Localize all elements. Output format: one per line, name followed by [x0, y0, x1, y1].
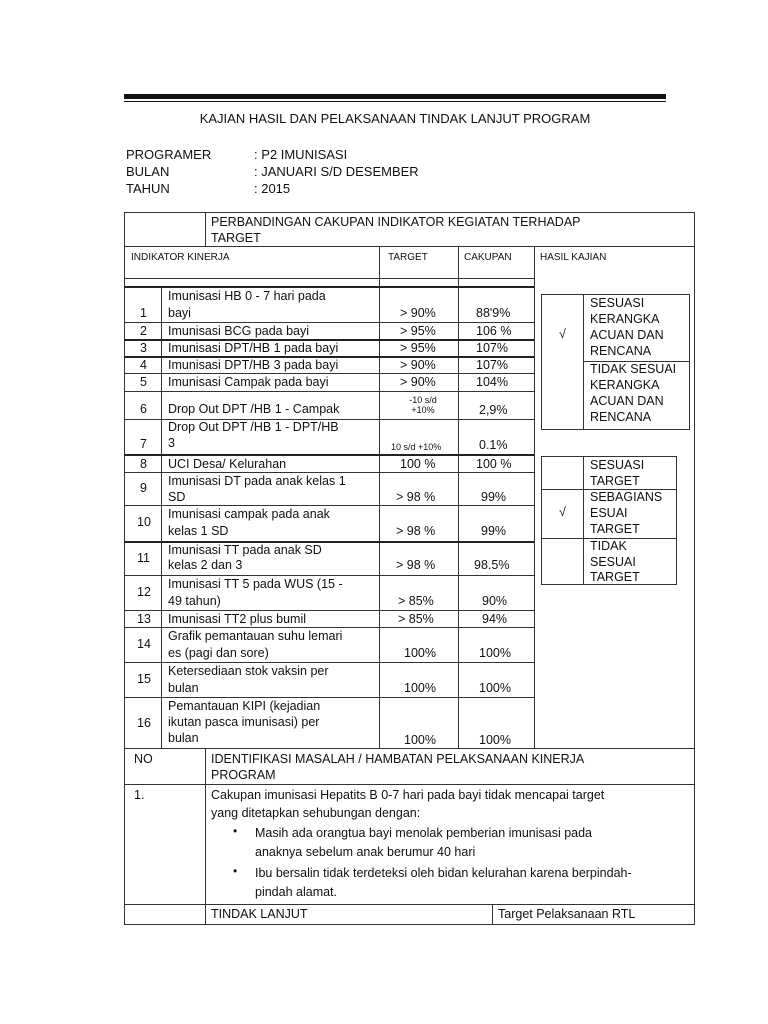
grid-line: [124, 904, 695, 905]
row-no: 15: [137, 672, 151, 686]
tindak-lanjut-label: TINDAK LANJUT: [211, 907, 308, 921]
row-indikator: Imunisasi TT 5 pada WUS (15 -: [168, 577, 343, 591]
hasil-option-text: RENCANA: [590, 344, 652, 358]
row-no: 1: [140, 306, 147, 320]
grid-line: [124, 246, 695, 247]
hasil-option-text: TIDAK SESUAI: [590, 362, 677, 376]
row-cakupan: 107%: [476, 341, 508, 355]
hasil-option-text: KERANGKA: [590, 312, 660, 326]
bullet-text: anaknya sebelum anak berumur 40 hari: [255, 845, 476, 859]
hasil-option-text: RENCANA: [590, 410, 652, 424]
row-line: [124, 322, 534, 323]
row-indikator: bayi: [168, 306, 191, 320]
grid-line: [124, 784, 695, 785]
bullet-text: Masih ada orangtua bayi menolak pemberian imunisasi pada: [255, 826, 593, 840]
row-cakupan: 100 %: [476, 457, 512, 471]
row-line: [124, 391, 534, 392]
row-indikator: Imunisasi DPT/HB 1 pada bayi: [168, 341, 339, 355]
row-target: 100%: [404, 646, 436, 660]
section-title-1: PERBANDINGAN CAKUPAN INDIKATOR KEGIATAN TERHADAP: [211, 215, 581, 229]
row-indikator: bulan: [168, 681, 199, 695]
top-rule: [124, 94, 666, 99]
row-cakupan: 99%: [481, 490, 507, 504]
row-target: > 90%: [400, 306, 436, 320]
row-cakupan: 94%: [482, 612, 508, 626]
row-target: > 85%: [398, 594, 434, 608]
masalah-text: Cakupan imunisasi Hepatits B 0-7 hari pada bayi tidak mencapai target: [211, 788, 605, 802]
hasil-option-text: SESUAI: [590, 555, 636, 569]
row-line: [124, 286, 534, 288]
row-line: [124, 662, 534, 663]
row-indikator: Drop Out DPT /HB 1 - Campak: [168, 402, 340, 416]
target-rtl-label: Target Pelaksanaan RTL: [498, 907, 636, 921]
hasil-option-text: SEBAGIANS: [590, 490, 663, 504]
row-indikator: ikutan pasca imunisasi) per: [168, 715, 320, 729]
row-target: > 90%: [400, 375, 436, 389]
grid-line: [205, 748, 206, 925]
hasil-option-text: KERANGKA: [590, 378, 660, 392]
row-no: 9: [140, 481, 147, 495]
hasil-option-text: SESUASI: [590, 296, 645, 310]
row-line: [124, 505, 534, 506]
row-no: 14: [137, 637, 151, 651]
row-indikator: es (pagi dan sore): [168, 646, 269, 660]
hasil-option-text: TARGET: [590, 522, 640, 536]
row-no: 5: [140, 375, 147, 389]
row-no: 3: [140, 341, 147, 355]
hasil-option-text: ACUAN DAN: [590, 394, 664, 408]
top-rule-thin: [124, 101, 666, 102]
row-indikator: Imunisasi BCG pada bayi: [168, 324, 310, 338]
row-indikator: 49 tahun): [168, 594, 221, 608]
row-no: 6: [140, 402, 147, 416]
hasil-option-text: TARGET: [590, 474, 640, 488]
row-indikator: Imunisasi HB 0 - 7 hari pada: [168, 289, 326, 303]
row-target: > 98 %: [396, 524, 436, 538]
row-indikator: Grafik pemantauan suhu lemari: [168, 629, 343, 643]
row-no: 12: [137, 585, 151, 599]
row-line: [124, 575, 534, 576]
row-indikator: Drop Out DPT /HB 1 - DPT/HB: [168, 420, 339, 434]
row-cakupan: 100%: [479, 681, 511, 695]
row-cakupan: 2,9%: [479, 403, 508, 417]
row-cakupan: 100%: [479, 646, 511, 660]
row-indikator: Imunisasi DPT/HB 3 pada bayi: [168, 358, 339, 372]
header-hasil: HASIL KAJIAN: [540, 252, 607, 263]
row-target: > 98 %: [396, 558, 436, 572]
document-title: KAJIAN HASIL DAN PELAKSANAAN TINDAK LANJUT PROGRAM: [199, 111, 591, 126]
row-line: [124, 373, 534, 374]
row-target: 100%: [404, 681, 436, 695]
hasil-option-text: ESUAI: [590, 506, 628, 520]
bullet-text: pindah alamat.: [255, 885, 338, 899]
row-cakupan: 100%: [479, 733, 511, 747]
row-indikator: UCI Desa/ Kelurahan: [168, 457, 287, 471]
masalah-title-2: PROGRAM: [211, 768, 276, 782]
row-line: [124, 454, 534, 456]
meta-bulan: BULAN : JANUARI S/D DESEMBER: [126, 164, 419, 179]
meta-tahun: TAHUN : 2015: [126, 181, 291, 196]
bullet-icon: •: [233, 864, 238, 878]
row-line: [124, 472, 534, 473]
hasil-option-text: SESUASI: [590, 458, 645, 472]
row-indikator: kelas 1 SD: [168, 524, 229, 538]
hasil-option-text: ACUAN DAN: [590, 328, 664, 342]
row-cakupan: 0.1%: [479, 438, 508, 452]
grid-line: [583, 294, 584, 430]
row-no: 7: [140, 437, 147, 451]
row-indikator: Imunisasi TT2 plus bumil: [168, 612, 307, 626]
grid-line: [583, 456, 584, 585]
row-indikator: Pemantauan KIPI (kejadian: [168, 699, 321, 713]
row-target: -10 s/d +10%: [409, 395, 437, 415]
row-target: > 95%: [400, 341, 436, 355]
row-no: 4: [140, 358, 147, 372]
row-cakupan: 107%: [476, 358, 508, 372]
check-mark-icon: √: [559, 505, 566, 519]
row-line: [124, 610, 534, 611]
row-line: [124, 748, 695, 749]
row-target: > 85%: [398, 612, 434, 626]
grid-line: [205, 212, 206, 247]
row-cakupan: 98.5%: [474, 558, 510, 572]
grid-line: [124, 278, 534, 279]
row-indikator: kelas 2 dan 3: [168, 558, 243, 572]
meta-programer: PROGRAMER : P2 IMUNISASI: [126, 147, 348, 162]
row-indikator: 3: [168, 436, 175, 450]
bullet-icon: •: [233, 824, 238, 838]
row-no: 2: [140, 324, 147, 338]
hasil-option-text: TARGET: [590, 570, 640, 584]
row-target: > 90%: [400, 358, 436, 372]
row-indikator: Imunisasi DT pada anak kelas 1: [168, 474, 346, 488]
row-cakupan: 90%: [482, 594, 508, 608]
row-target: 100%: [404, 733, 436, 747]
row-cakupan: 99%: [481, 524, 507, 538]
section-title-2: TARGET: [211, 231, 261, 245]
row-indikator: Imunisasi TT pada anak SD: [168, 543, 322, 557]
row-no: 13: [137, 612, 151, 626]
masalah-title-1: IDENTIFIKASI MASALAH / HAMBATAN PELAKSANAAN KINERJA: [211, 752, 585, 766]
header-cakupan: CAKUPAN: [464, 252, 512, 263]
row-no: 11: [137, 551, 150, 565]
row-target: 10 s/d +10%: [391, 442, 442, 452]
row-target: 100 %: [400, 457, 436, 471]
row-cakupan: 106 %: [476, 324, 512, 338]
row-no: 16: [137, 716, 151, 730]
masalah-text: yang ditetapkan sehubungan dengan:: [211, 806, 421, 820]
masalah-no: 1.: [134, 788, 145, 802]
bullet-text: Ibu bersalin tidak terdeteksi oleh bidan kelurahan karena berpindah-: [255, 866, 632, 880]
check-mark-icon: √: [559, 327, 566, 341]
row-line: [124, 697, 534, 698]
row-cakupan: 88'9%: [476, 306, 511, 320]
hasil-option-text: TIDAK: [590, 539, 627, 553]
row-indikator: Imunisasi campak pada anak: [168, 507, 330, 521]
no-label: NO: [134, 752, 153, 766]
row-indikator: bulan: [168, 731, 199, 745]
row-target: > 95%: [400, 324, 436, 338]
row-line: [124, 627, 534, 628]
row-no: 10: [137, 515, 151, 529]
row-indikator: Imunisasi Campak pada bayi: [168, 375, 329, 389]
row-cakupan: 104%: [476, 375, 508, 389]
row-target: > 98 %: [396, 490, 436, 504]
row-indikator: SD: [168, 490, 186, 504]
grid-line: [492, 904, 493, 925]
grid-line: [534, 246, 535, 748]
row-indikator: Ketersediaan stok vaksin per: [168, 664, 329, 678]
row-no: 8: [140, 457, 147, 471]
header-target: TARGET: [388, 252, 428, 263]
header-indikator: INDIKATOR KINERJA: [131, 252, 230, 263]
